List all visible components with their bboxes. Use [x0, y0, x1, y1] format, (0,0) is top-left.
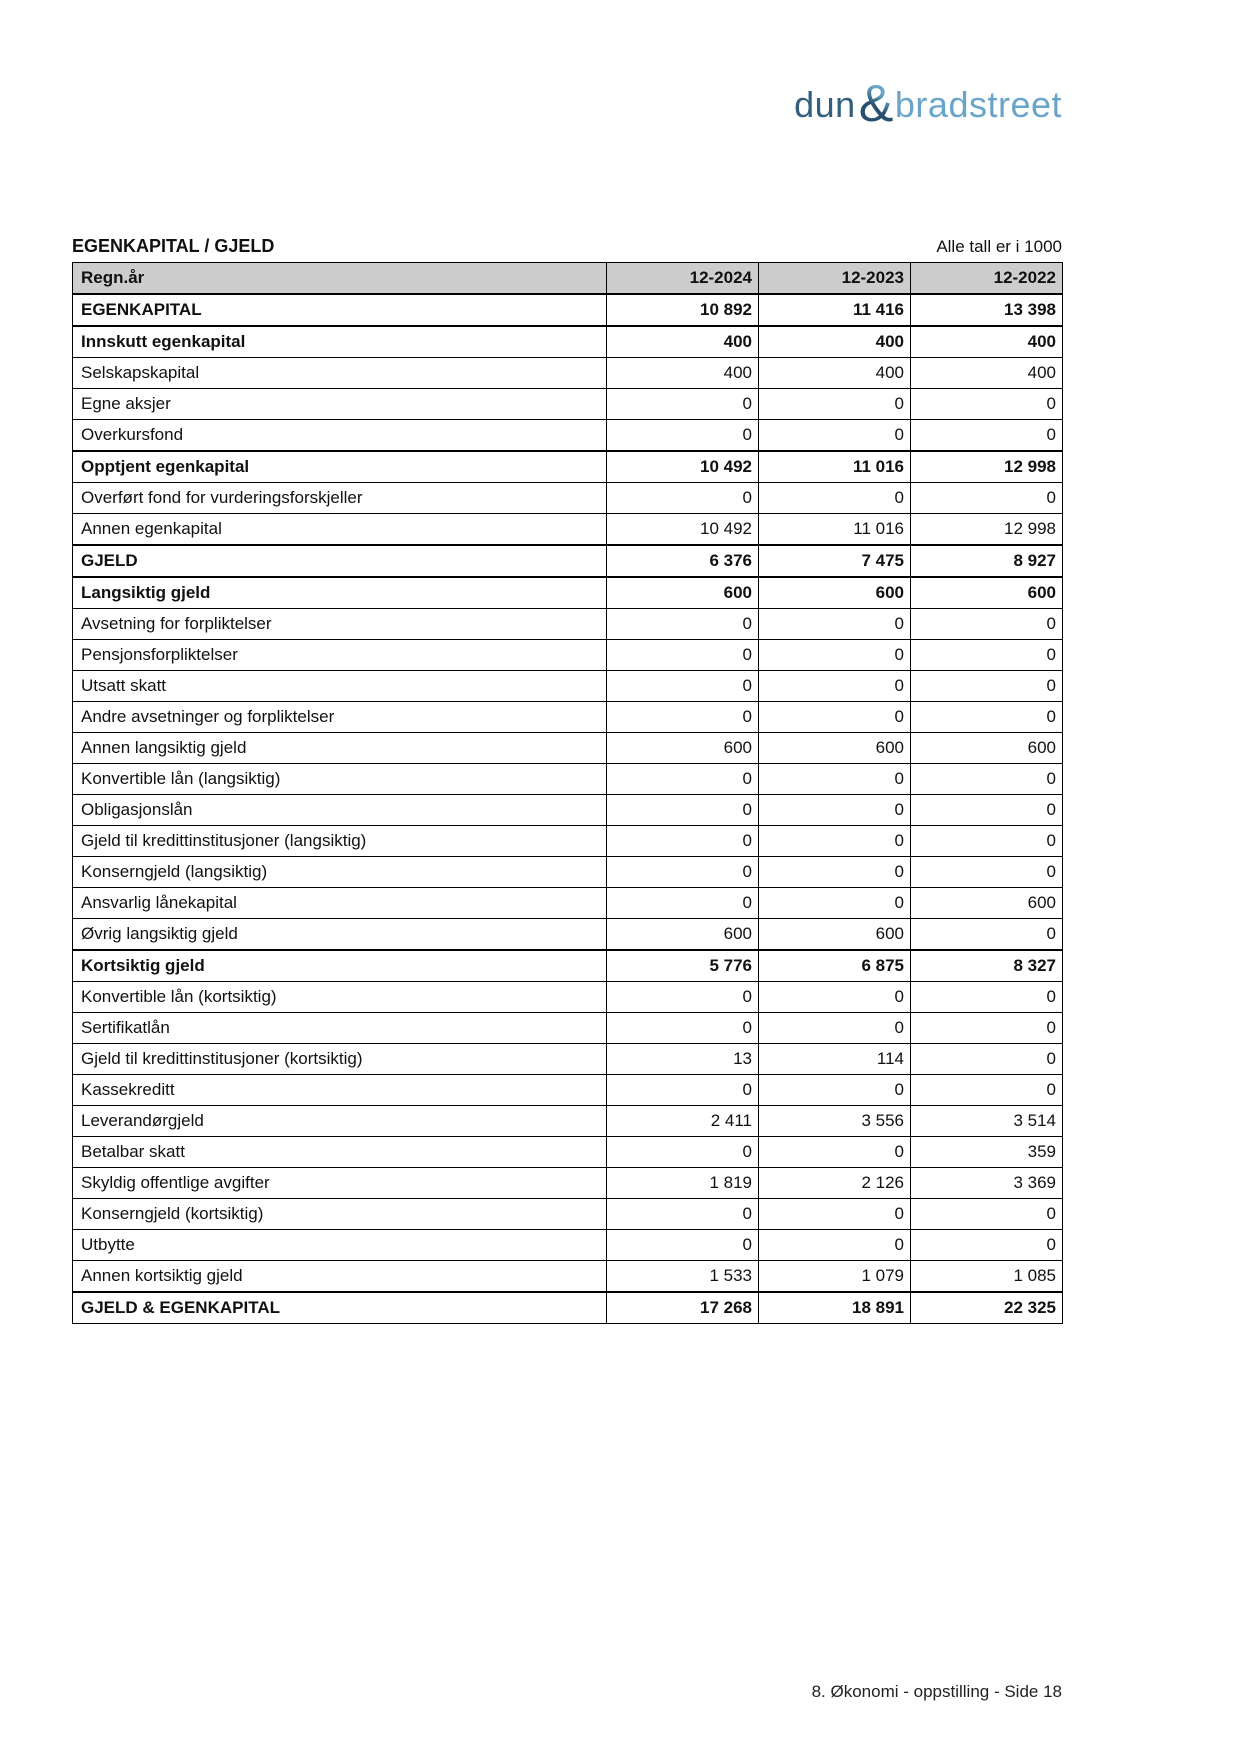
row-label: Betalbar skatt	[73, 1137, 607, 1168]
row-value-2024: 5 776	[607, 950, 759, 982]
row-label: Egne aksjer	[73, 389, 607, 420]
row-value-2023: 0	[759, 420, 911, 452]
row-value-2022: 8 327	[911, 950, 1063, 982]
row-value-2022: 0	[911, 1075, 1063, 1106]
row-value-2024: 400	[607, 326, 759, 358]
table-row	[73, 1168, 1063, 1199]
row-label: EGENKAPITAL	[73, 294, 607, 326]
row-value-2022: 0	[911, 609, 1063, 640]
row-value-2023: 0	[759, 671, 911, 702]
row-value-2023: 0	[759, 1075, 911, 1106]
row-value-2022: 359	[911, 1137, 1063, 1168]
row-value-2022: 0	[911, 1230, 1063, 1261]
row-label: Konvertible lån (langsiktig)	[73, 764, 607, 795]
row-value-2023: 11 416	[759, 294, 911, 326]
row-value-2023: 600	[759, 733, 911, 764]
table-row	[73, 326, 1063, 358]
row-value-2024: 0	[607, 1199, 759, 1230]
table-row	[73, 857, 1063, 888]
row-value-2023: 11 016	[759, 514, 911, 546]
header-year-2022: 12-2022	[911, 263, 1063, 295]
row-value-2024: 1 533	[607, 1261, 759, 1293]
row-value-2023: 0	[759, 1137, 911, 1168]
table-row	[73, 483, 1063, 514]
page-footer: 8. Økonomi - oppstilling - Side 18	[811, 1682, 1062, 1701]
row-value-2023: 0	[759, 640, 911, 671]
row-value-2022: 0	[911, 420, 1063, 452]
table-row	[73, 514, 1063, 546]
row-value-2023: 18 891	[759, 1292, 911, 1324]
row-label: Innskutt egenkapital	[73, 326, 607, 358]
row-label: Gjeld til kredittinstitusjoner (langsiktig)	[73, 826, 607, 857]
table-row	[73, 577, 1063, 609]
row-value-2023: 0	[759, 826, 911, 857]
row-value-2024: 0	[607, 420, 759, 452]
row-value-2023: 11 016	[759, 451, 911, 483]
header-year-2023: 12-2023	[759, 263, 911, 295]
row-label: Kortsiktig gjeld	[73, 950, 607, 982]
row-value-2024: 13	[607, 1044, 759, 1075]
row-value-2024: 10 492	[607, 451, 759, 483]
row-value-2024: 0	[607, 671, 759, 702]
row-value-2022: 0	[911, 982, 1063, 1013]
row-label: Annen kortsiktig gjeld	[73, 1261, 607, 1293]
row-value-2023: 1 079	[759, 1261, 911, 1293]
row-label: Pensjonsforpliktelser	[73, 640, 607, 671]
row-value-2023: 400	[759, 358, 911, 389]
row-value-2022: 0	[911, 671, 1063, 702]
row-value-2024: 0	[607, 795, 759, 826]
row-value-2023: 114	[759, 1044, 911, 1075]
row-value-2024: 10 492	[607, 514, 759, 546]
row-label: Konserngjeld (langsiktig)	[73, 857, 607, 888]
table-row	[73, 702, 1063, 733]
row-value-2024: 1 819	[607, 1168, 759, 1199]
row-value-2022: 0	[911, 640, 1063, 671]
row-value-2024: 600	[607, 919, 759, 951]
row-value-2024: 0	[607, 702, 759, 733]
table-row	[73, 982, 1063, 1013]
row-label: Skyldig offentlige avgifter	[73, 1168, 607, 1199]
row-value-2024: 400	[607, 358, 759, 389]
table-row	[73, 420, 1063, 452]
table-row	[73, 1199, 1063, 1230]
row-label: Langsiktig gjeld	[73, 577, 607, 609]
row-value-2024: 0	[607, 1013, 759, 1044]
row-label: Obligasjonslån	[73, 795, 607, 826]
table-row	[73, 1137, 1063, 1168]
table-row	[73, 795, 1063, 826]
row-value-2022: 3 369	[911, 1168, 1063, 1199]
row-label: Avsetning for forpliktelser	[73, 609, 607, 640]
row-value-2023: 0	[759, 702, 911, 733]
row-label: Konserngjeld (kortsiktig)	[73, 1199, 607, 1230]
row-value-2022: 8 927	[911, 545, 1063, 577]
row-value-2023: 0	[759, 764, 911, 795]
table-row	[73, 609, 1063, 640]
row-value-2024: 2 411	[607, 1106, 759, 1137]
row-value-2022: 0	[911, 1044, 1063, 1075]
table-row	[73, 1292, 1063, 1324]
row-value-2024: 0	[607, 888, 759, 919]
table-row	[73, 733, 1063, 764]
units-note: Alle tall er i 1000	[936, 237, 1062, 256]
row-value-2024: 0	[607, 483, 759, 514]
row-value-2022: 0	[911, 1199, 1063, 1230]
row-value-2022: 0	[911, 764, 1063, 795]
row-label: Opptjent egenkapital	[73, 451, 607, 483]
row-value-2023: 0	[759, 982, 911, 1013]
row-value-2024: 0	[607, 826, 759, 857]
table-row	[73, 389, 1063, 420]
row-value-2024: 0	[607, 389, 759, 420]
row-value-2023: 0	[759, 1199, 911, 1230]
row-value-2023: 2 126	[759, 1168, 911, 1199]
row-value-2022: 600	[911, 733, 1063, 764]
row-value-2023: 0	[759, 888, 911, 919]
row-label: Ansvarlig lånekapital	[73, 888, 607, 919]
row-value-2022: 12 998	[911, 514, 1063, 546]
header-regnaar: Regn.år	[73, 263, 607, 295]
table-row	[73, 919, 1063, 951]
row-value-2023: 6 875	[759, 950, 911, 982]
row-value-2022: 0	[911, 795, 1063, 826]
row-value-2022: 1 085	[911, 1261, 1063, 1293]
row-value-2024: 0	[607, 1230, 759, 1261]
row-value-2023: 3 556	[759, 1106, 911, 1137]
table-row	[73, 640, 1063, 671]
row-label: Kassekreditt	[73, 1075, 607, 1106]
table-body	[73, 294, 1063, 1324]
row-value-2023: 0	[759, 389, 911, 420]
row-value-2023: 600	[759, 577, 911, 609]
row-value-2022: 13 398	[911, 294, 1063, 326]
row-value-2022: 0	[911, 483, 1063, 514]
header-year-2024: 12-2024	[607, 263, 759, 295]
row-label: Konvertible lån (kortsiktig)	[73, 982, 607, 1013]
row-value-2024: 0	[607, 857, 759, 888]
table-row	[73, 764, 1063, 795]
row-value-2024: 0	[607, 764, 759, 795]
row-value-2024: 0	[607, 609, 759, 640]
row-value-2023: 0	[759, 857, 911, 888]
row-value-2022: 400	[911, 326, 1063, 358]
row-label: GJELD & EGENKAPITAL	[73, 1292, 607, 1324]
row-label: Leverandørgjeld	[73, 1106, 607, 1137]
table-row	[73, 294, 1063, 326]
title-row	[72, 236, 1062, 257]
row-label: Annen egenkapital	[73, 514, 607, 546]
row-label: Sertifikatlån	[73, 1013, 607, 1044]
row-value-2022: 22 325	[911, 1292, 1063, 1324]
row-label: Overkursfond	[73, 420, 607, 452]
row-value-2023: 0	[759, 1230, 911, 1261]
row-value-2022: 0	[911, 857, 1063, 888]
row-value-2022: 0	[911, 919, 1063, 951]
table-header-row	[73, 263, 1063, 295]
row-value-2022: 3 514	[911, 1106, 1063, 1137]
row-label: Øvrig langsiktig gjeld	[73, 919, 607, 951]
table-row	[73, 358, 1063, 389]
table-row	[73, 1230, 1063, 1261]
row-value-2023: 0	[759, 483, 911, 514]
row-value-2023: 0	[759, 795, 911, 826]
table-row	[73, 1075, 1063, 1106]
row-value-2022: 0	[911, 389, 1063, 420]
row-value-2023: 600	[759, 919, 911, 951]
row-value-2022: 600	[911, 888, 1063, 919]
row-value-2023: 7 475	[759, 545, 911, 577]
row-value-2024: 10 892	[607, 294, 759, 326]
table-row	[73, 671, 1063, 702]
table-row	[73, 950, 1063, 982]
row-value-2024: 6 376	[607, 545, 759, 577]
dun-bradstreet-logo	[794, 74, 1062, 133]
page-title: EGENKAPITAL / GJELD	[72, 236, 275, 256]
table-row	[73, 545, 1063, 577]
table-row	[73, 1106, 1063, 1137]
row-label: Overført fond for vurderingsforskjeller	[73, 483, 607, 514]
row-value-2023: 400	[759, 326, 911, 358]
row-value-2024: 0	[607, 1075, 759, 1106]
row-label: Utbytte	[73, 1230, 607, 1261]
row-label: Utsatt skatt	[73, 671, 607, 702]
row-label: Gjeld til kredittinstitusjoner (kortsiktig)	[73, 1044, 607, 1075]
table-row	[73, 1261, 1063, 1293]
table-row	[73, 826, 1063, 857]
row-value-2023: 0	[759, 1013, 911, 1044]
logo-word-dun: dun	[794, 84, 856, 125]
row-value-2024: 17 268	[607, 1292, 759, 1324]
row-value-2024: 0	[607, 1137, 759, 1168]
table-row	[73, 451, 1063, 483]
row-value-2022: 0	[911, 826, 1063, 857]
balance-sheet-table	[72, 262, 1063, 1324]
table-row	[73, 1044, 1063, 1075]
row-label: Selskapskapital	[73, 358, 607, 389]
row-label: Annen langsiktig gjeld	[73, 733, 607, 764]
row-value-2022: 12 998	[911, 451, 1063, 483]
row-value-2024: 600	[607, 577, 759, 609]
table-row	[73, 888, 1063, 919]
row-value-2022: 400	[911, 358, 1063, 389]
logo-ampersand-icon: &	[858, 75, 894, 133]
row-value-2022: 600	[911, 577, 1063, 609]
row-label: Andre avsetninger og forpliktelser	[73, 702, 607, 733]
row-value-2024: 600	[607, 733, 759, 764]
row-value-2022: 0	[911, 702, 1063, 733]
table-row	[73, 1013, 1063, 1044]
row-value-2024: 0	[607, 982, 759, 1013]
row-label: GJELD	[73, 545, 607, 577]
row-value-2024: 0	[607, 640, 759, 671]
logo-word-bradstreet: bradstreet	[894, 84, 1062, 125]
row-value-2022: 0	[911, 1013, 1063, 1044]
row-value-2023: 0	[759, 609, 911, 640]
